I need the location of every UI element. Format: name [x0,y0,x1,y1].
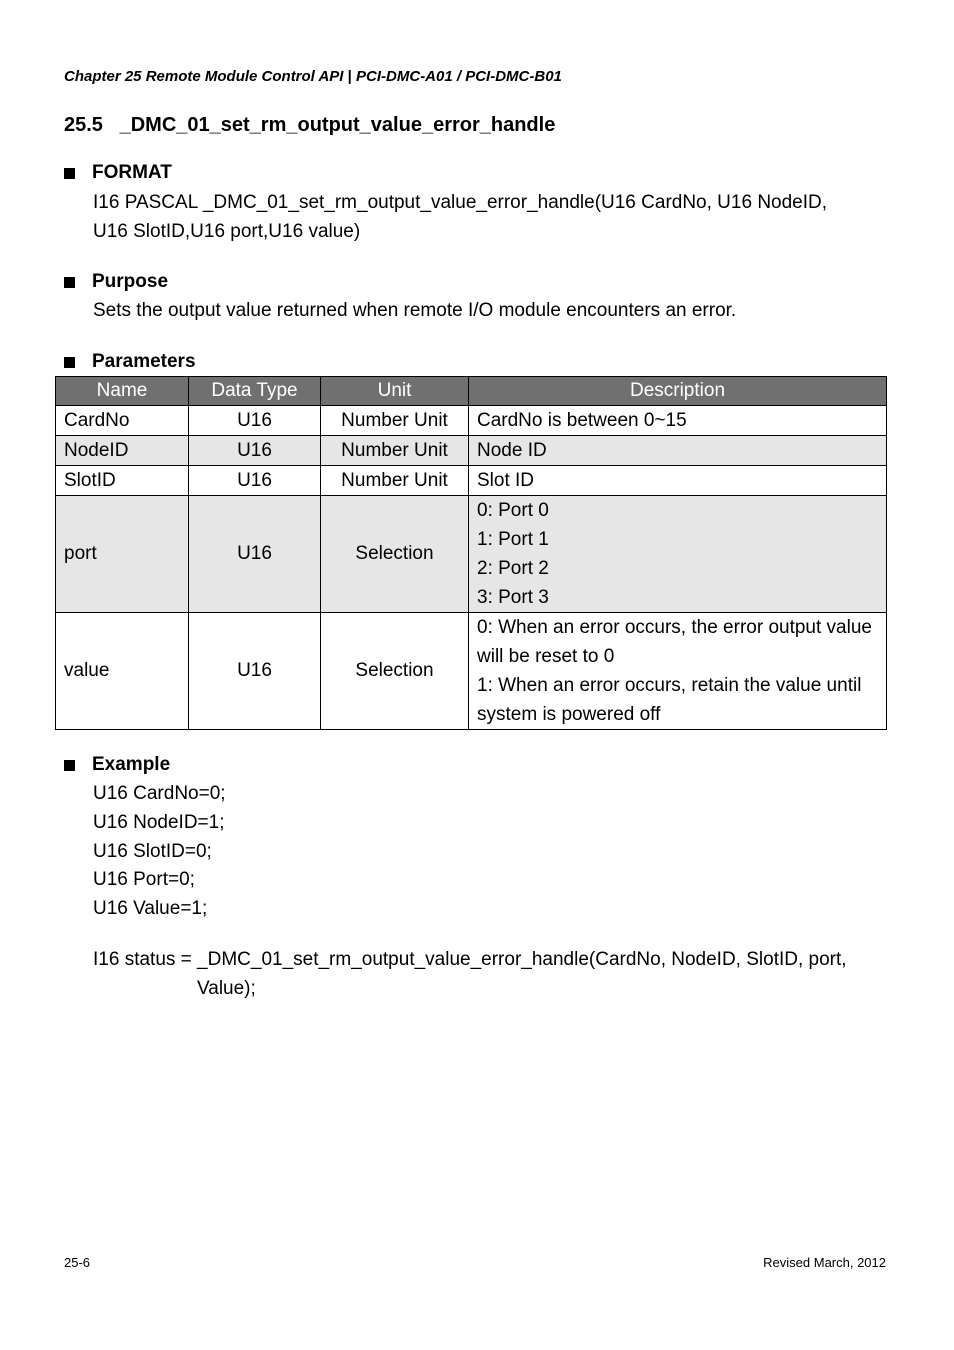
param-unit: Selection [321,613,469,730]
param-type: U16 [189,466,321,496]
table-row [56,613,887,730]
param-description [469,496,887,613]
bullet-square-icon [64,168,75,179]
description-line: Node ID [477,440,547,461]
example-call-line: I16 status = _DMC_01_set_rm_output_value_error_handle(CardNo, NodeID, SlotID, port, [93,949,847,970]
format-heading-label: FORMAT [92,162,172,183]
description-line: CardNo is between 0~15 [477,410,687,431]
description-line: 0: When an error occurs, the error output value [477,617,872,638]
param-unit: Number Unit [321,436,469,466]
section-title [64,114,555,137]
code-line: U16 Port=0; [93,869,195,891]
description-line: Slot ID [477,470,535,491]
example-call-line-continued: Value); [197,978,256,999]
header-models: PCI-DMC-A01 / PCI-DMC-B01 [356,68,562,85]
revision-date: Revised March, 2012 [763,1255,886,1270]
param-unit: Selection [321,496,469,613]
param-type: U16 [189,436,321,466]
code-line: U16 Value=1; [93,898,208,920]
table-row [56,496,887,613]
purpose-heading [64,271,168,293]
description-line: 1: When an error occurs, retain the value until [477,675,862,696]
table-header-row [56,377,887,406]
param-unit: Number Unit [321,466,469,496]
param-type: U16 [189,496,321,613]
format-heading [64,162,172,184]
purpose-text: Sets the output value returned when remote I/O module encounters an error. [93,300,737,321]
param-description [469,406,887,436]
param-name: CardNo [56,406,189,436]
description-line: 3: Port 3 [477,587,549,608]
table-row [56,436,887,466]
bullet-square-icon [64,357,75,368]
bullet-square-icon [64,760,75,771]
chapter-title: Chapter 25 Remote Module Control API [64,68,344,85]
header-separator: | [343,68,357,85]
format-line: I16 PASCAL _DMC_01_set_rm_output_value_error_handle(U16 CardNo, U16 NodeID, [93,192,828,213]
table-row [56,466,887,496]
page-number: 25-6 [64,1255,91,1270]
param-name: SlotID [56,466,189,496]
running-header [64,68,562,85]
code-line: U16 NodeID=1; [93,811,225,833]
column-header-description: Description [469,377,887,406]
param-unit: Number Unit [321,406,469,436]
parameters-heading [64,351,196,373]
param-name: value [56,613,189,730]
description-line: 1: Port 1 [477,529,549,550]
column-header-unit: Unit [321,377,469,406]
code-line: U16 CardNo=0; [93,783,226,804]
param-type: U16 [189,613,321,730]
example-heading-label: Example [92,754,171,775]
column-header-name: Name [56,377,189,406]
purpose-heading-label: Purpose [92,271,169,292]
format-signature [93,189,827,246]
param-description [469,466,887,496]
description-line: system is powered off [477,704,661,725]
code-line: U16 SlotID=0; [93,840,212,862]
section-number: 25.5 [64,114,103,136]
param-description [469,613,887,730]
param-type: U16 [189,406,321,436]
format-line: U16 SlotID,U16 port,U16 value) [93,220,361,242]
example-code [93,780,226,924]
param-description [469,436,887,466]
param-name: port [56,496,189,613]
column-header-data-type: Data Type [189,377,321,406]
description-line: 2: Port 2 [477,558,549,579]
section-name: _DMC_01_set_rm_output_value_error_handle [119,114,556,136]
description-line: will be reset to 0 [477,646,615,667]
bullet-square-icon [64,277,75,288]
example-heading [64,754,170,776]
description-line: 0: Port 0 [477,500,549,521]
parameters-table [55,376,887,730]
parameters-heading-label: Parameters [92,351,196,372]
table-row [56,406,887,436]
param-name: NodeID [56,436,189,466]
